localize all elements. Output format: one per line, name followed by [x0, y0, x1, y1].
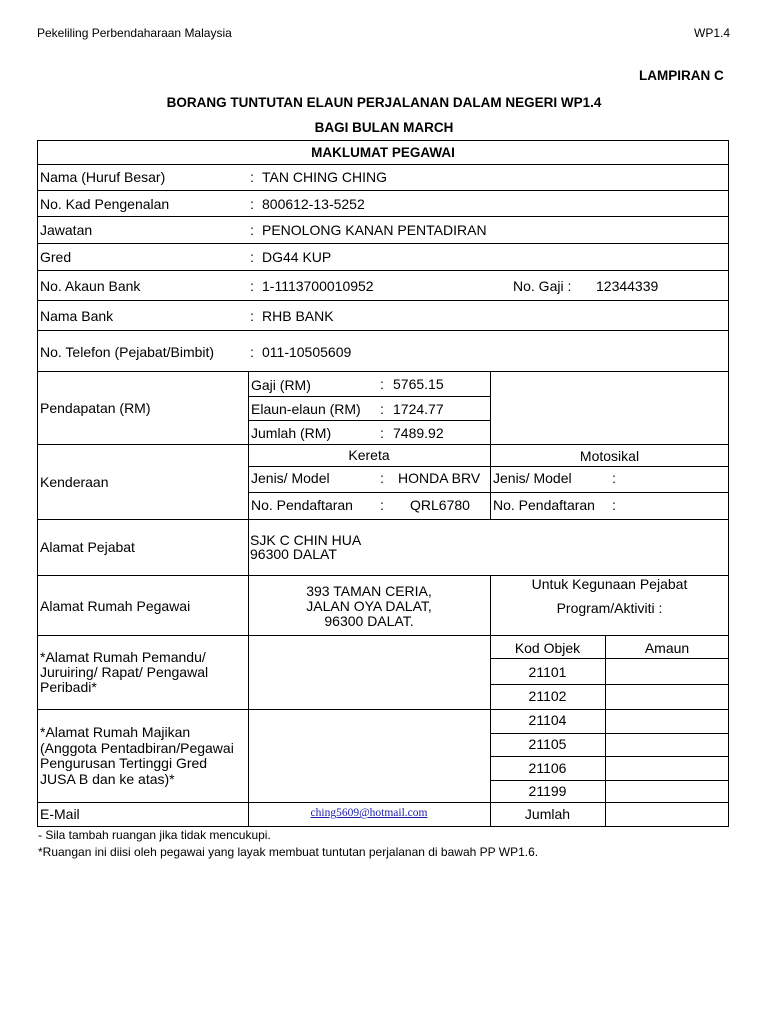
- colon: :: [380, 470, 384, 486]
- alamat-rumah-line2: JALAN OYA DALAT,: [306, 598, 432, 614]
- program-aktiviti-label: Program/Aktiviti :: [556, 600, 663, 616]
- colon: :: [250, 308, 254, 324]
- jawatan-label: Jawatan: [40, 222, 93, 238]
- colon: :: [250, 169, 254, 185]
- motosikal-header: Motosikal: [579, 448, 640, 464]
- colon: :: [380, 497, 384, 513]
- alamat-pejabat-line1: SJK C CHIN HUA: [250, 532, 362, 548]
- kod-objek-cell: 21101: [528, 664, 567, 680]
- majikan-label-line1: *Alamat Rumah Majikan: [40, 724, 191, 740]
- alamat-rumah-label: Alamat Rumah Pegawai: [40, 598, 191, 614]
- majikan-label-line3: Pengurusan Tertinggi Gred: [40, 755, 208, 771]
- email-link[interactable]: ching5609@hotmail.com: [310, 807, 428, 819]
- pendapatan-label: Pendapatan (RM): [40, 400, 151, 416]
- alamat-pejabat-label: Alamat Pejabat: [40, 539, 135, 555]
- form-title: BORANG TUNTUTAN ELAUN PERJALANAN DALAM NEGERI WP1.4: [166, 95, 602, 110]
- telefon-label: No. Telefon (Pejabat/Bimbit): [40, 344, 215, 360]
- majikan-label-line2: (Anggota Pentadbiran/Pegawai: [40, 740, 234, 756]
- colon: :: [380, 376, 384, 392]
- kod-objek-cell: 21105: [528, 736, 567, 752]
- ic-value: 800612-13-5252: [262, 196, 365, 212]
- kod-objek-cell: 21104: [528, 712, 567, 728]
- bank-value: RHB BANK: [262, 308, 334, 324]
- nama-value: TAN CHING CHING: [262, 169, 387, 185]
- kod-objek-cell: 21102: [528, 688, 567, 704]
- gaji-no-label: No. Gaji :: [513, 278, 572, 294]
- elaun-label: Elaun-elaun (RM): [251, 401, 361, 417]
- jumlah-pendapatan-label: Jumlah (RM): [251, 425, 332, 441]
- kereta-daftar-value: QRL6780: [410, 497, 470, 513]
- gaji-value: 5765.15: [393, 376, 444, 392]
- majikan-label-line4: JUSA B dan ke atas)*: [40, 771, 175, 787]
- kereta-jenis-value: HONDA BRV: [398, 470, 481, 486]
- colon: :: [612, 470, 616, 486]
- form-subtitle: BAGI BULAN MARCH: [314, 120, 454, 135]
- gaji-label: Gaji (RM): [251, 377, 311, 393]
- kereta-header: Kereta: [348, 447, 390, 463]
- motosikal-daftar-label: No. Pendaftaran: [493, 497, 595, 513]
- gred-label: Gred: [40, 249, 72, 265]
- section-title: MAKLUMAT PEGAWAI: [311, 145, 455, 160]
- gaji-no-value: 12344339: [596, 278, 659, 294]
- kereta-daftar-label: No. Pendaftaran: [251, 497, 353, 513]
- kereta-jenis-label: Jenis/ Model: [251, 470, 330, 486]
- telefon-value: 011-10505609: [262, 344, 352, 360]
- document-header-left: Pekeliling Perbendaharaan Malaysia: [37, 26, 232, 40]
- amaun-header: Amaun: [644, 640, 690, 656]
- pemandu-label-line2: Juruiring/ Rapat/ Pengawal: [40, 664, 209, 680]
- jawatan-value: PENOLONG KANAN PENTADIRAN: [262, 222, 487, 238]
- document-header-right: WP1.4: [694, 26, 731, 40]
- kod-objek-header: Kod Objek: [514, 640, 581, 656]
- email-label: E-Mail: [40, 806, 80, 822]
- colon: :: [380, 425, 384, 441]
- akaun-label: No. Akaun Bank: [40, 278, 141, 294]
- ic-label: No. Kad Pengenalan: [40, 196, 170, 212]
- colon: :: [612, 497, 616, 513]
- jumlah-label: Jumlah: [524, 806, 571, 822]
- note-line: - Sila tambah ruangan jika tidak mencukupi.: [38, 828, 271, 842]
- pemandu-label-line3: Peribadi*: [40, 679, 97, 695]
- kod-objek-cell: 21199: [528, 783, 567, 799]
- kegunaan-pejabat-label: Untuk Kegunaan Pejabat: [531, 576, 688, 592]
- colon: :: [250, 222, 254, 238]
- colon: :: [380, 401, 384, 417]
- kod-objek-cell: 21106: [528, 760, 567, 776]
- gred-value: DG44 KUP: [262, 249, 332, 265]
- alamat-pejabat-line2: 96300 DALAT: [250, 546, 337, 562]
- elaun-value: 1724.77: [393, 401, 444, 417]
- note-line: *Ruangan ini diisi oleh pegawai yang layak membuat tuntutan perjalanan di bawah PP WP1.6.: [38, 845, 539, 859]
- pemandu-label-line1: *Alamat Rumah Pemandu/: [40, 649, 206, 665]
- lampiran-label: LAMPIRAN C: [639, 68, 724, 83]
- colon: :: [250, 196, 254, 212]
- nama-label: Nama (Huruf Besar): [40, 169, 166, 185]
- kenderaan-label: Kenderaan: [40, 474, 109, 490]
- colon: :: [250, 249, 254, 265]
- akaun-value: 1-1113700010952: [262, 278, 374, 294]
- colon: :: [250, 278, 254, 294]
- colon: :: [250, 344, 254, 360]
- alamat-rumah-line3: 96300 DALAT.: [324, 613, 414, 629]
- alamat-rumah-line1: 393 TAMAN CERIA,: [306, 583, 432, 599]
- motosikal-jenis-label: Jenis/ Model: [493, 470, 572, 486]
- jumlah-pendapatan-value: 7489.92: [393, 425, 444, 441]
- bank-label: Nama Bank: [40, 308, 114, 324]
